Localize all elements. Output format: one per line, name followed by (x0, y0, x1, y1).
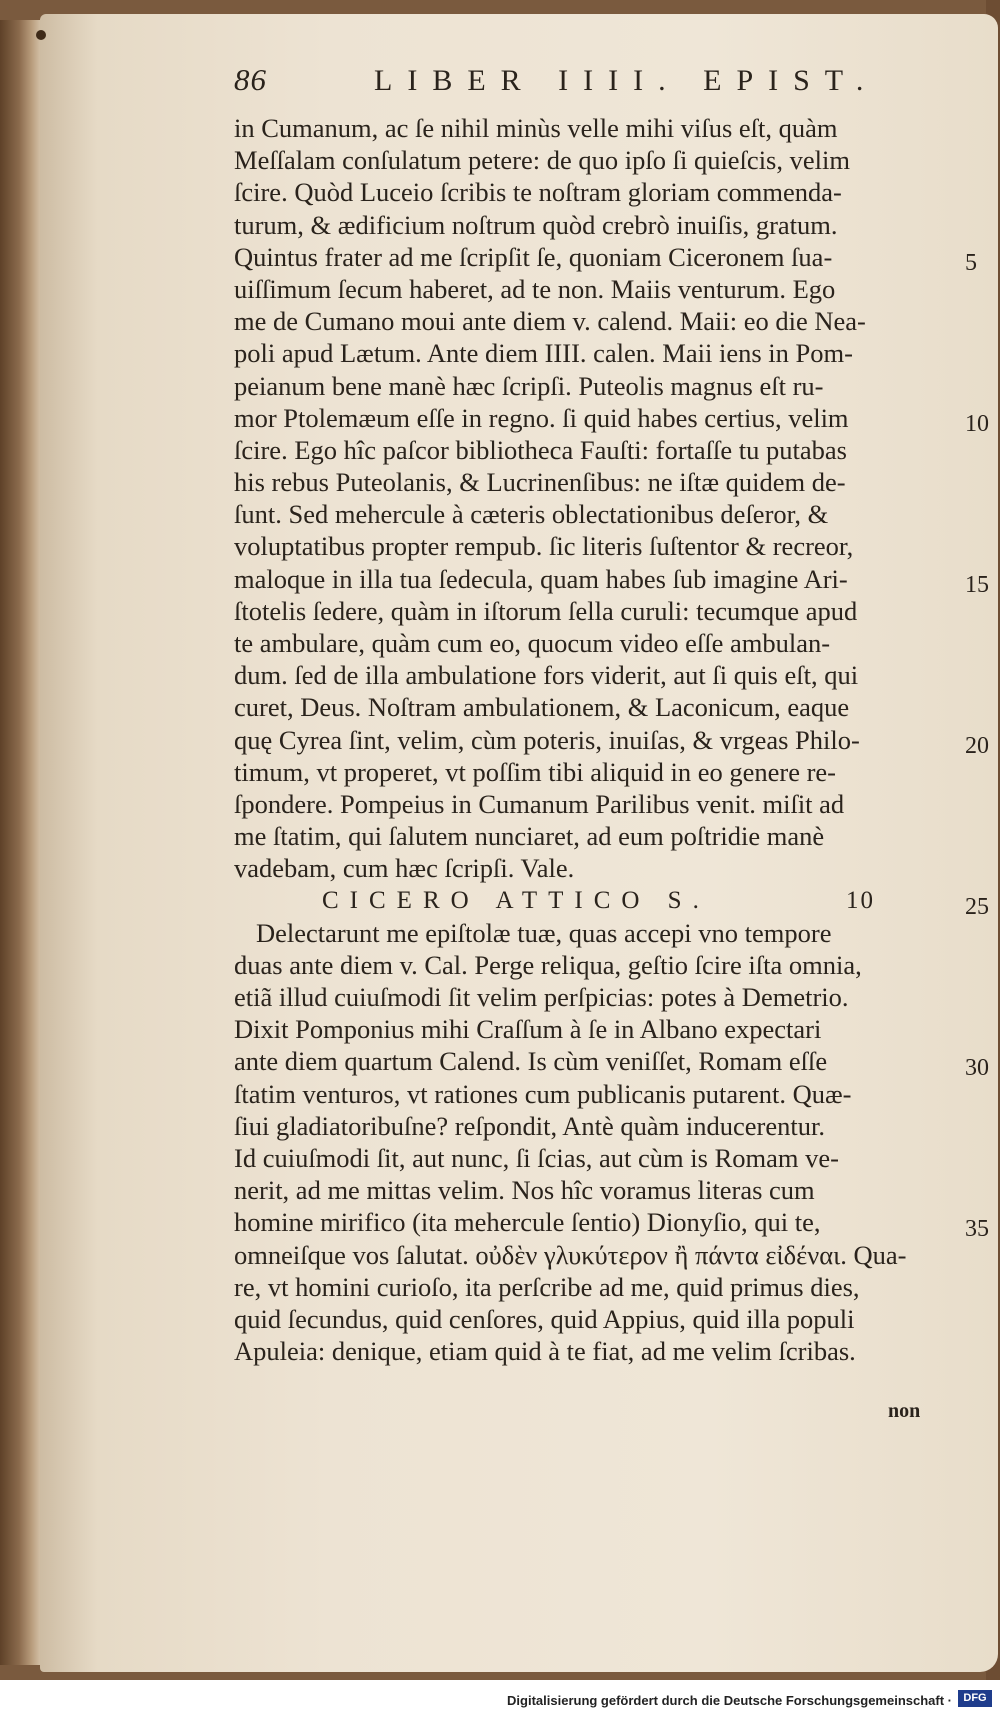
text-line: ſpondere. Pompeius in Cumanum Parilibus venit. miſit ad (234, 788, 845, 819)
text-line: vadebam, cum hæc ſcripſi. Vale. (234, 853, 575, 884)
text-line: dum. ſed de illa ambulatione fors viderit, aut ſi quis eſt, qui (234, 660, 859, 691)
text-line: ſiui gladiatoribuſne? reſpondit, Antè quàm inducerentur. (234, 1110, 825, 1141)
text-line: duas ante diem v. Cal. Perge reliqua, geſtio ſcire iſta omnia, (234, 949, 862, 980)
text-line: ſtatim venturos, vt rationes cum publicanis putarent. Quæ- (234, 1078, 852, 1109)
catchword: non (888, 1400, 921, 1422)
letter-salutation: CICERO ATTICO S. (322, 886, 710, 914)
text-line: omneiſque vos ſalutat. οὐδὲν γλυκύτερον ἢ πάντα εἰδέναι. Qua- (234, 1239, 907, 1270)
text-line: Apuleia: denique, etiam quid à te fiat, ad me velim ſcribas. (234, 1336, 856, 1367)
text-line: curet, Deus. Noſtram ambulationem, & Laconicum, eaque (234, 692, 850, 723)
text-line: nerit, ad me mittas velim. Nos hîc voramus literas cum (234, 1175, 815, 1206)
text-line: Id cuiuſmodi ſit, aut nunc, ſi ſcias, aut cùm is Romam ve- (234, 1143, 839, 1173)
text-line: voluptatibus propter rempub. ſic literis ſuſtentor & recreor, (234, 531, 854, 562)
text-line: uiſſimum ſecum haberet, ad te non. Maiis venturum. Ego (234, 273, 836, 304)
text-line: quę Cyrea ſint, velim, cùm poteris, inuiſas, & vrgeas Philo- (234, 724, 860, 755)
text-line: Meſſalam conſulatum petere: de quo ipſo ſi quieſcis, velim (234, 145, 850, 176)
footer-credit: Digitalisierung gefördert durch die Deutsche Forschungsgemeinschaft · (507, 1693, 952, 1708)
text-line: ante diem quartum Calend. Is cùm veniſſet, Romam eſſe (234, 1046, 828, 1077)
margin-line-number: 25 (965, 894, 989, 920)
text-line: ſcire. Ego hîc paſcor bibliotheca Fauſti: fortaſſe tu putabas (234, 434, 847, 465)
running-title: LIBER IIII. EPIST. (374, 64, 879, 97)
text-line: Delectarunt me epiſtolæ tuæ, quas accepi vno tempore (256, 917, 832, 948)
text-line: homine mirifico (ita mehercule ſentio) Dionyſio, qui te, (234, 1207, 821, 1238)
text-line: re, vt homini curioſo, ita perſcribe ad me, quid primus dies, (234, 1271, 860, 1302)
margin-line-number: 35 (965, 1216, 989, 1242)
text-line: Dixit Pomponius mihi Craſſum à ſe in Albano expectari (234, 1014, 822, 1045)
text-line: me de Cumano moui ante diem v. calend. Maii: eo die Nea- (234, 306, 866, 337)
binding-spot (36, 30, 46, 40)
margin-line-number: 5 (965, 250, 977, 276)
text-line: me ſtatim, qui ſalutem nunciaret, ad eum poſtridie manè (234, 821, 825, 852)
text-line: ſcire. Quòd Luceio ſcribis te noſtram gloriam commenda- (234, 177, 842, 208)
margin-line-number: 15 (965, 572, 989, 598)
text-line: in Cumanum, ac ſe nihil minùs velle mihi viſus eſt, quàm (234, 113, 838, 143)
text-line: ſunt. Sed mehercule à cæteris oblectationibus deſeror, & (234, 499, 829, 530)
text-line: etiã illud cuiuſmodi ſit velim perſpicias: potes à Demetrio. (234, 982, 849, 1013)
page-text-block (234, 62, 944, 1367)
text-line: his rebus Puteolanis, & Lucrinenſibus: ne iſtæ quidem de- (234, 467, 846, 498)
dfg-logo-icon: DFG (958, 1690, 992, 1707)
margin-line-number: 30 (965, 1055, 989, 1081)
text-line: maloque in illa tua ſedecula, quam habes ſub imagine Ari- (234, 563, 848, 594)
margin-line-number: 20 (965, 733, 989, 759)
running-head (234, 62, 944, 112)
text-line: poli apud Lætum. Ante diem IIII. calen. Maii iens in Pom- (234, 338, 853, 369)
page-number: 86 (234, 62, 267, 97)
margin-line-number: 10 (965, 411, 989, 437)
text-line: quid ſecundus, quid cenſores, quid Appius, quid illa populi (234, 1303, 855, 1334)
letter-heading (234, 885, 944, 917)
text-line: ſtotelis ſedere, quàm in iſtorum ſella curuli: tecumque apud (234, 595, 858, 626)
text-line: mor Ptolemæum eſſe in regno. ſi quid habes certius, velim (234, 402, 849, 433)
text-line: peianum bene manè hæc ſcripſi. Puteolis magnus eſt ru- (234, 370, 824, 401)
text-line: te ambulare, quàm cum eo, quocum video eſſe ambulan- (234, 628, 831, 658)
book-fore-edge (0, 20, 42, 1665)
text-line: timum, vt properet, vt poſſim tibi aliquid in eo genere re- (234, 756, 836, 787)
text-line: Quintus frater ad me ſcripſit ſe, quoniam Ciceronem ſua- (234, 241, 833, 272)
text-line: turum, & ædificium noſtrum quòd crebrò inuiſis, gratum. (234, 209, 838, 240)
letter-number: 10 (846, 886, 875, 914)
